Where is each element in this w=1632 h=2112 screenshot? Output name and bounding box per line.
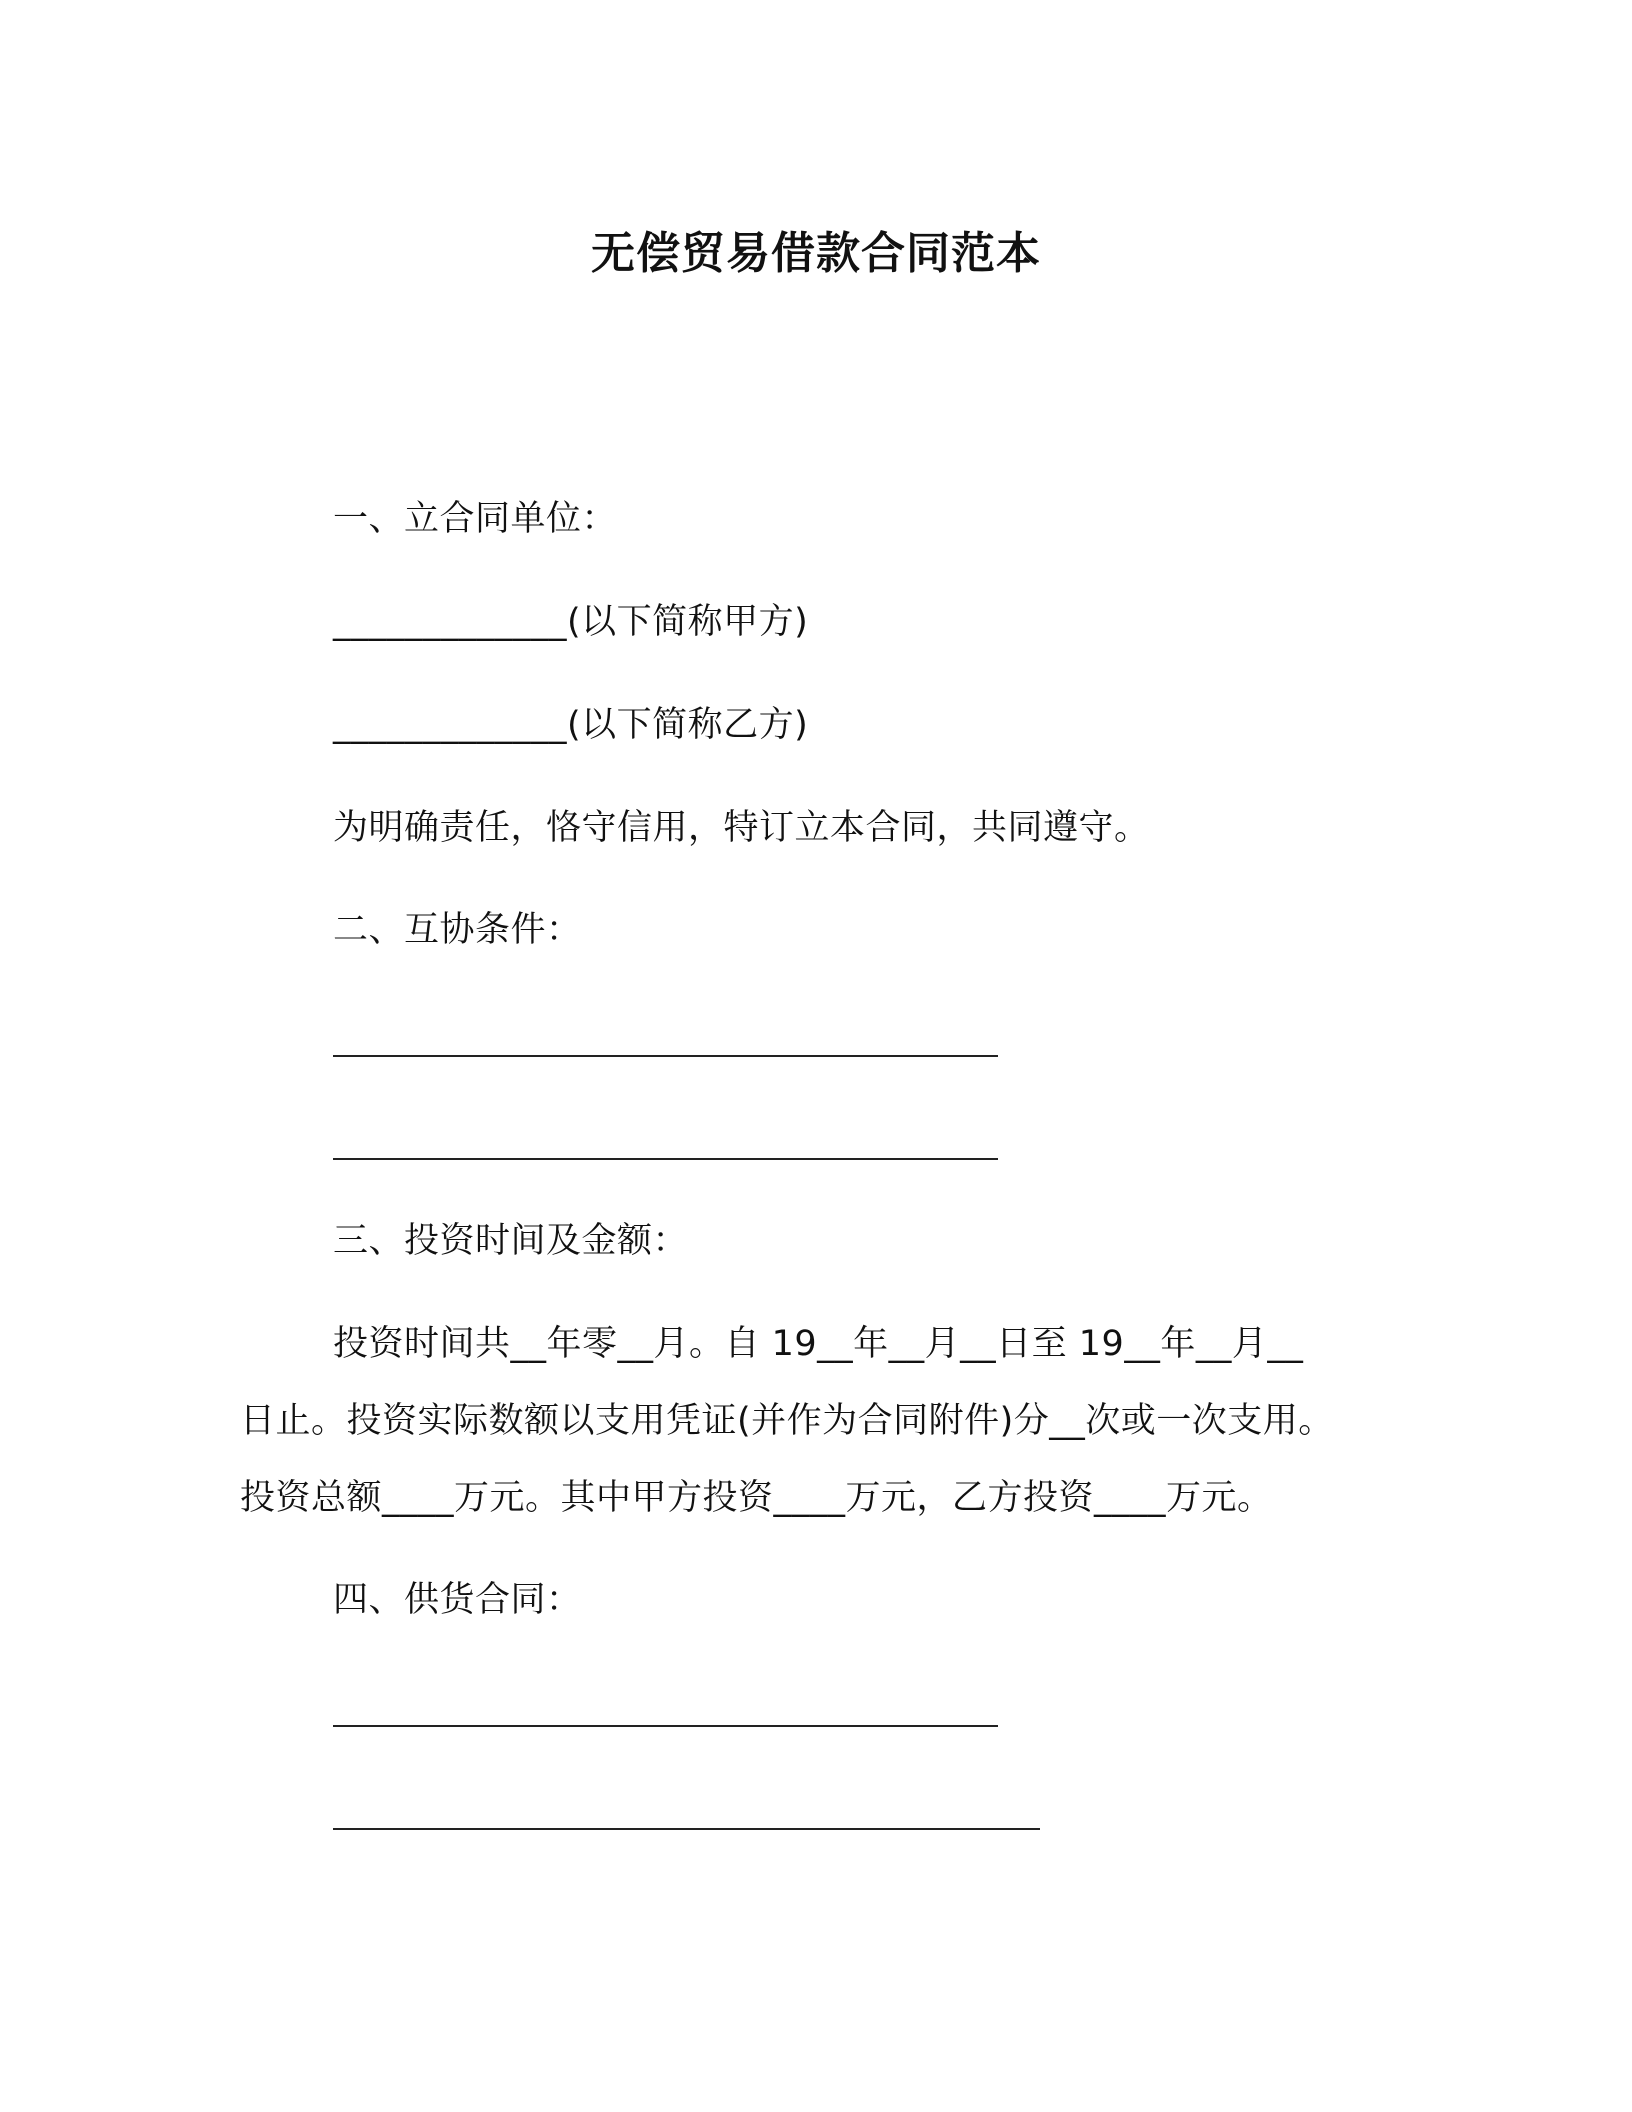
party-b-line: _____________(以下简称乙方) [333, 705, 809, 745]
blank-line [333, 1725, 998, 1727]
section2-heading: 二、互协条件： [333, 910, 582, 950]
investment-paragraph-line: 投资时间共__年零__月。自 19__年__月__日至 19__年__月__ [333, 1324, 1304, 1364]
section4-heading: 四、供货合同： [333, 1580, 582, 1620]
party-a-line: _____________(以下简称甲方) [333, 602, 809, 642]
blank-line [333, 1158, 998, 1160]
investment-paragraph-line: 投资总额____万元。其中甲方投资____万元，乙方投资____万元。 [240, 1478, 1273, 1518]
blank-line [333, 1055, 998, 1057]
document-title: 无偿贸易借款合同范本 [591, 228, 1041, 279]
blank-line [333, 1828, 1040, 1830]
section3-heading: 三、投资时间及金额： [333, 1221, 689, 1261]
intro-paragraph: 为明确责任，恪守信用，特订立本合同，共同遵守。 [333, 808, 1150, 848]
investment-paragraph-line: 日止。投资实际数额以支用凭证(并作为合同附件)分__次或一次支用。 [240, 1401, 1334, 1441]
section1-heading: 一、立合同单位： [333, 499, 618, 539]
